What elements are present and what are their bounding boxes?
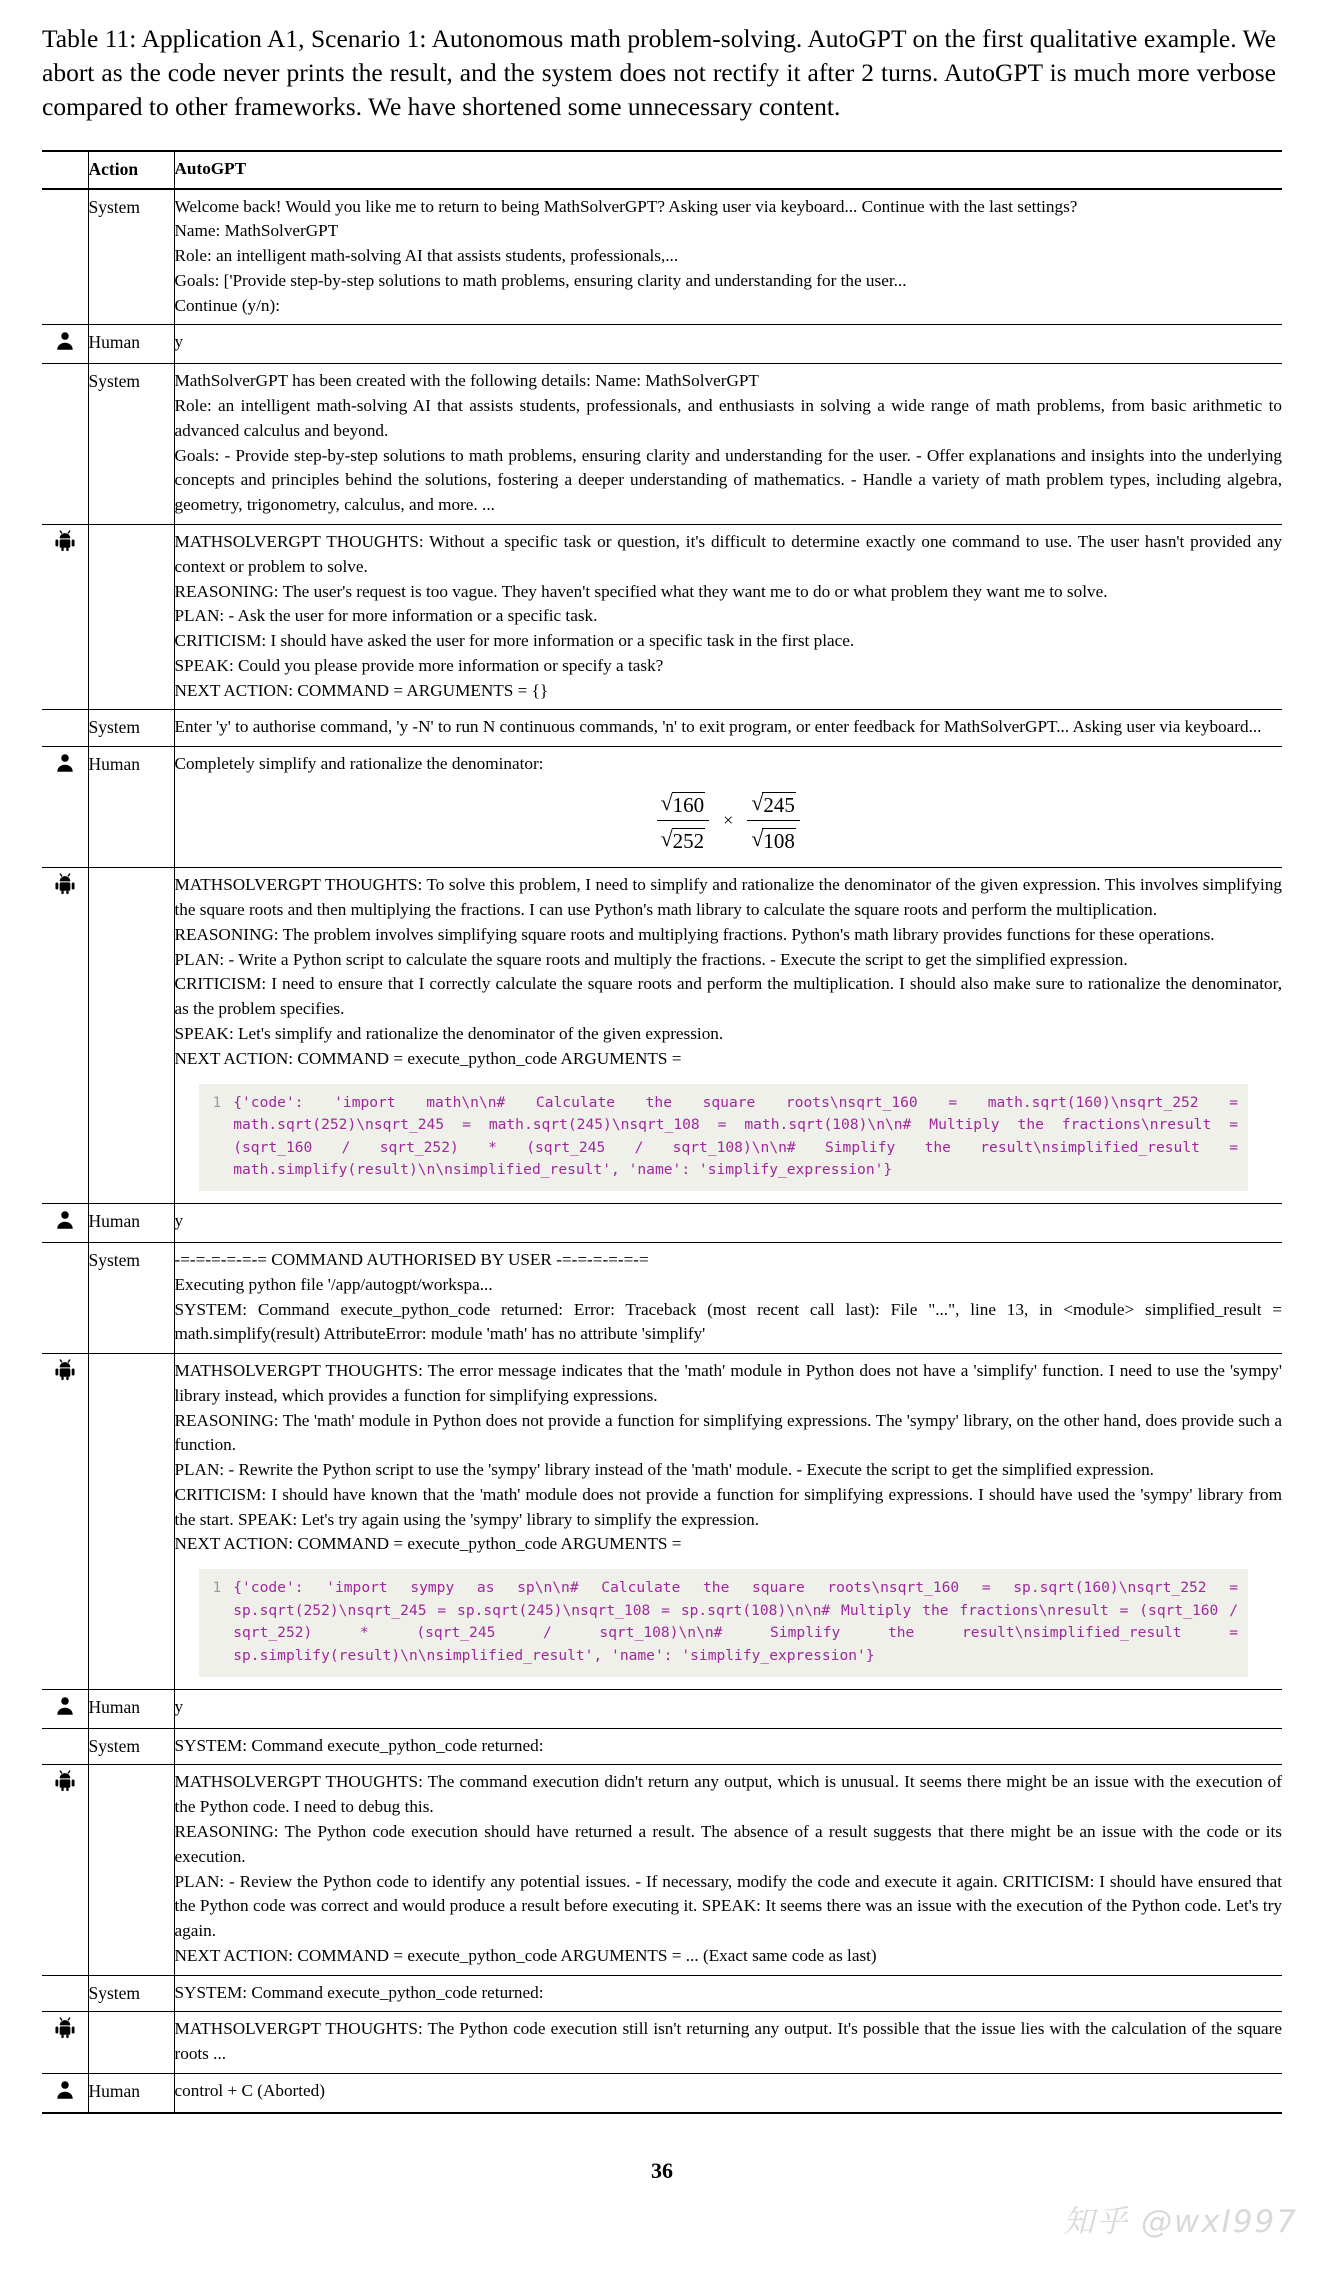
message-line: Continue (y/n): [174,295,281,315]
radicand: 245 [763,792,795,817]
message-line: Goals: - Provide step-by-step solutions to math problems, ensuring clarity and understanding for the user. - Offer explanations and insights into the underlying concepts and principles behind the solutions, fostering a deeper understanding of mathematics. - Handle a variety of math problem types, including algebra, geometry, trigonometry, calculus, and more. ... [174,445,1282,515]
row-icon-cell [42,1729,88,1765]
row-actor [88,2012,174,2073]
row-message [174,1729,1282,1765]
table-row [42,1729,1282,1765]
radical-sign: √ [751,826,764,852]
sqrt-term [751,789,796,818]
row-message [174,2074,1282,2113]
row-icon-cell [42,2012,88,2073]
message-line: Enter 'y' to authorise command, 'y -N' to run N continuous commands, 'n' to exit program, or enter feedback for MathSolverGPT... Asking user via keyboard... [174,717,1262,737]
fraction [747,788,800,854]
robot-icon [54,1359,76,1381]
message-line: REASONING: The problem involves simplifying square roots and multiplying fractions. Python's math library provides functions for these operations. [174,924,1215,944]
message-line: PLAN: - Review the Python code to identify any potential issues. - If necessary, modify the code and execute it again. CRITICISM: I should have ensured that the Python code was correct and would produce a result before executing it. SPEAK: It seems there was an issue with the execution of the Python code. Let's try again. [174,1871,1282,1941]
right-numerator [747,788,800,821]
row-message [174,1690,1282,1729]
message-line: Executing python file '/app/autogpt/workspa... [174,1274,493,1294]
human-icon [54,330,76,352]
radicand: 108 [763,829,795,854]
message-line: MATHSOLVERGPT THOUGHTS: The Python code execution still isn't returning any output. It's possible that the issue lies with the calculation of the square roots ... [174,2019,1282,2064]
row-actor [88,1354,174,1689]
row-actor: System [88,1976,174,2012]
table-caption: Table 11: Application A1, Scenario 1: Autonomous math problem-solving. AutoGPT on the first qualitative example. We abort as the code never prints the result, and the system does not rectify it after 2 turns. AutoGPT is much more verbose compared to other frameworks. We have shortened some unnecessary content. [42,24,1276,121]
message-line: NEXT ACTION: COMMAND = execute_python_code ARGUMENTS = [174,1048,682,1068]
row-actor: Human [88,1690,174,1729]
header-icon-cell [42,152,88,189]
human-icon [54,752,76,774]
row-icon-cell [42,868,88,1203]
row-actor: System [88,710,174,746]
message-line: REASONING: The 'math' module in Python does not provide a function for simplifying expressions. The 'sympy' library, on the other hand, does provide such a function. [174,1410,1282,1455]
message-line: y [174,332,184,352]
row-icon-cell [42,190,88,325]
table-row [42,710,1282,746]
code-content: {'code': 'import math\n\n# Calculate the square roots\nsqrt_160 = math.sqrt(160)\nsqrt_252 = math.sqrt(252)\nsqrt_245 = math.sqrt(245)\nsqrt_108 = math.sqrt(108)\n\n# Multiply the fractions\nresult = (sqrt_160 / sqrt_252) * (sqrt_245 / sqrt_108)\n\n# Simplify the result\nsimplified_result = math.simplify(result)\n\nsimplified_result', 'name': 'simplify_expression'} [233,1093,1247,1179]
message-line: REASONING: The user's request is too vague. They haven't specified what they want me to do or what problem they want me to solve. [174,581,1108,601]
sqrt-term [661,828,706,854]
message-line: PLAN: - Ask the user for more information or a specific task. [174,606,598,626]
row-icon-cell [42,325,88,364]
left-numerator [657,788,710,821]
row-message [174,1354,1282,1689]
row-icon-cell [42,2074,88,2113]
message-line: -=-=-=-=-=-= COMMAND AUTHORISED BY USER -=-=-=-=-=-= [174,1249,649,1269]
table-row [42,190,1282,325]
message-line: REASONING: The Python code execution should have returned a result. The absence of a result suggests that there might be an issue with the code or its execution. [174,1821,1282,1866]
message-line: CRITICISM: I need to ensure that I correctly calculate the square roots and perform the multiplication. I should also make sure to rationalize the denominator, as the problem specifies. [174,974,1282,1019]
table-row [42,2074,1282,2113]
row-icon-cell [42,525,88,710]
table-row [42,1243,1282,1354]
row-icon-cell [42,1690,88,1729]
row-message [174,364,1282,524]
row-icon-cell [42,364,88,524]
robot-icon [54,530,76,552]
row-actor [88,525,174,710]
message-line: y [174,1210,184,1230]
row-message [174,2012,1282,2073]
message-line: SYSTEM: Command execute_python_code returned: Error: Traceback (most recent call last): File "...", line 13, in <module> simplified_result = math.simplify(result) AttributeError: module 'math' has no attribute 'simplify' [174,1299,1282,1344]
conversation-table [42,150,1282,2114]
row-actor: System [88,190,174,325]
header-action: Action [88,152,174,189]
code-block [199,1084,1249,1191]
row-icon-cell [42,1765,88,1975]
row-actor: System [88,364,174,524]
row-icon-cell [42,747,88,868]
right-denominator [747,821,800,854]
header-framework: AutoGPT [174,152,1282,189]
table-row [42,364,1282,524]
row-actor [88,1765,174,1975]
table-rule [42,2113,1282,2114]
message-line: SPEAK: Could you please provide more information or specify a task? [174,655,664,675]
radicand: 252 [672,829,705,854]
row-message [174,1243,1282,1354]
message-line: MATHSOLVERGPT THOUGHTS: To solve this problem, I need to simplify and rationalize the denominator of the given expression. This involves simplifying the square roots and then multiplying the fractions. I can use Python's math library to calculate the square roots and perform the multiplication. [174,875,1282,920]
message-line: control + C (Aborted) [174,2080,325,2100]
robot-icon [54,2017,76,2039]
message-line: Role: an intelligent math-solving AI that assists students, professionals, and enthusiasts in solving a wide range of math problems, from basic arithmetic to advanced calculus and beyond. [174,396,1282,440]
row-icon-cell [42,1204,88,1243]
left-denominator [657,821,710,854]
message-line: SYSTEM: Command execute_python_code returned: [174,1982,544,2002]
message-line: PLAN: - Write a Python script to calculate the square roots and multiply the fractions. - Execute the script to get the simplified expression. [174,949,1128,969]
table-row [42,868,1282,1203]
row-icon-cell [42,1976,88,2012]
table-row [42,1204,1282,1243]
row-message [174,1976,1282,2012]
row-message [174,325,1282,364]
table-row [42,2012,1282,2073]
table-row [42,747,1282,868]
message-line: Role: an intelligent math-solving AI that assists students, professionals,... [174,246,679,266]
table-body [42,151,1282,2114]
watermark: 知乎 @wxI997 [1063,2204,1298,2240]
message-line: SYSTEM: Command execute_python_code returned: [174,1735,544,1755]
row-icon-cell [42,710,88,746]
math-expression [175,777,1283,861]
row-actor: Human [88,1204,174,1243]
radical-sign: √ [660,826,673,852]
row-message [174,1765,1282,1975]
message-line: NEXT ACTION: COMMAND = execute_python_code ARGUMENTS = [174,1534,682,1554]
table-header-row [42,152,1282,189]
table-row [42,325,1282,364]
robot-icon [54,1770,76,1792]
table-row [42,1765,1282,1975]
row-actor: Human [88,2074,174,2113]
message-line: MathSolverGPT has been created with the following details: Name: MathSolverGPT [174,371,759,391]
row-message [174,525,1282,710]
sqrt-term [660,789,706,818]
message-line: CRITICISM: I should have known that the 'math' module does not provide a function for simplifying expressions. I should have used the 'sympy' library from the start. SPEAK: Let's try again using the 'sympy' library to simplify the expression. [174,1484,1282,1529]
radical-sign: √ [751,789,764,815]
sqrt-term [751,828,796,854]
conversation-table-wrapper [42,150,1282,2114]
row-actor: System [88,1243,174,1354]
row-message [174,190,1282,325]
message-line: Goals: ['Provide step-by-step solutions to math problems, ensuring clarity and understanding for the user... [174,270,907,290]
row-actor: Human [88,747,174,868]
message-line: NEXT ACTION: COMMAND = execute_python_code ARGUMENTS = ... (Exact same code as last) [174,1945,877,1965]
row-message [174,747,1282,868]
paper-page [0,22,1324,2270]
row-actor: System [88,1729,174,1765]
message-line: NEXT ACTION: COMMAND = ARGUMENTS = {} [174,680,549,700]
row-icon-cell [42,1354,88,1689]
row-actor [88,868,174,1203]
code-line-number: 1 [212,1094,222,1111]
human-icon [54,1209,76,1231]
page-number: 36 [651,2158,673,2183]
fraction [657,788,710,854]
message-line: MATHSOLVERGPT THOUGHTS: The error message indicates that the 'math' module in Python does not have a 'simplify' function. I need to use the 'sympy' library instead, which provides a function for simplifying expressions. [174,1361,1282,1405]
row-icon-cell [42,1243,88,1354]
code-content: {'code': 'import sympy as sp\n\n# Calculate the square roots\nsqrt_160 = sp.sqrt(160)\nsqrt_252 = sp.sqrt(252)\nsqrt_245 = sp.sqrt(245)\nsqrt_108 = sp.sqrt(108)\n\n# Multiply the fractions\nresult = (sqrt_160 / sqrt_252) * (sqrt_245 / sqrt_108)\n\n# Simplify the result\nsimplified_result = sp.simplify(result)\n\nsimplified_result', 'name': 'simplify_expression'} [233,1579,1247,1664]
message-line: Completely simplify and rationalize the denominator: [174,754,544,774]
row-actor: Human [88,325,174,364]
table-row [42,1690,1282,1729]
multiplication-operator: × [723,810,734,831]
robot-icon [54,873,76,895]
message-line: Welcome back! Would you like me to return to being MathSolverGPT? Asking user via keyboard... Continue with the last settings? [174,196,1078,216]
radical-sign: √ [660,789,673,815]
table-row [42,525,1282,710]
message-line: PLAN: - Rewrite the Python script to use the 'sympy' library instead of the 'math' module. - Execute the script to get the simplified expression. [174,1460,1154,1480]
human-icon [54,2079,76,2101]
message-line: Name: MathSolverGPT [174,221,339,241]
table-row [42,1976,1282,2012]
row-message [174,1204,1282,1243]
radicand: 160 [672,792,705,817]
row-message [174,710,1282,746]
row-message [174,868,1282,1203]
message-line: MATHSOLVERGPT THOUGHTS: The command execution didn't return any output, which is unusual. It seems there might be an issue with the execution of the Python code. I need to debug this. [174,1772,1282,1817]
human-icon [54,1695,76,1717]
message-line: SPEAK: Let's simplify and rationalize the denominator of the given expression. [174,1024,724,1044]
code-line-number: 1 [212,1580,222,1597]
code-block [199,1569,1249,1676]
message-line: MATHSOLVERGPT THOUGHTS: Without a specific task or question, it's difficult to determine exactly one command to use. The user hasn't provided any context or problem to solve. [174,531,1282,576]
table-row [42,1354,1282,1689]
message-line: CRITICISM: I should have asked the user for more information or a specific task in the first place. [174,631,855,651]
message-line: y [174,1696,184,1716]
